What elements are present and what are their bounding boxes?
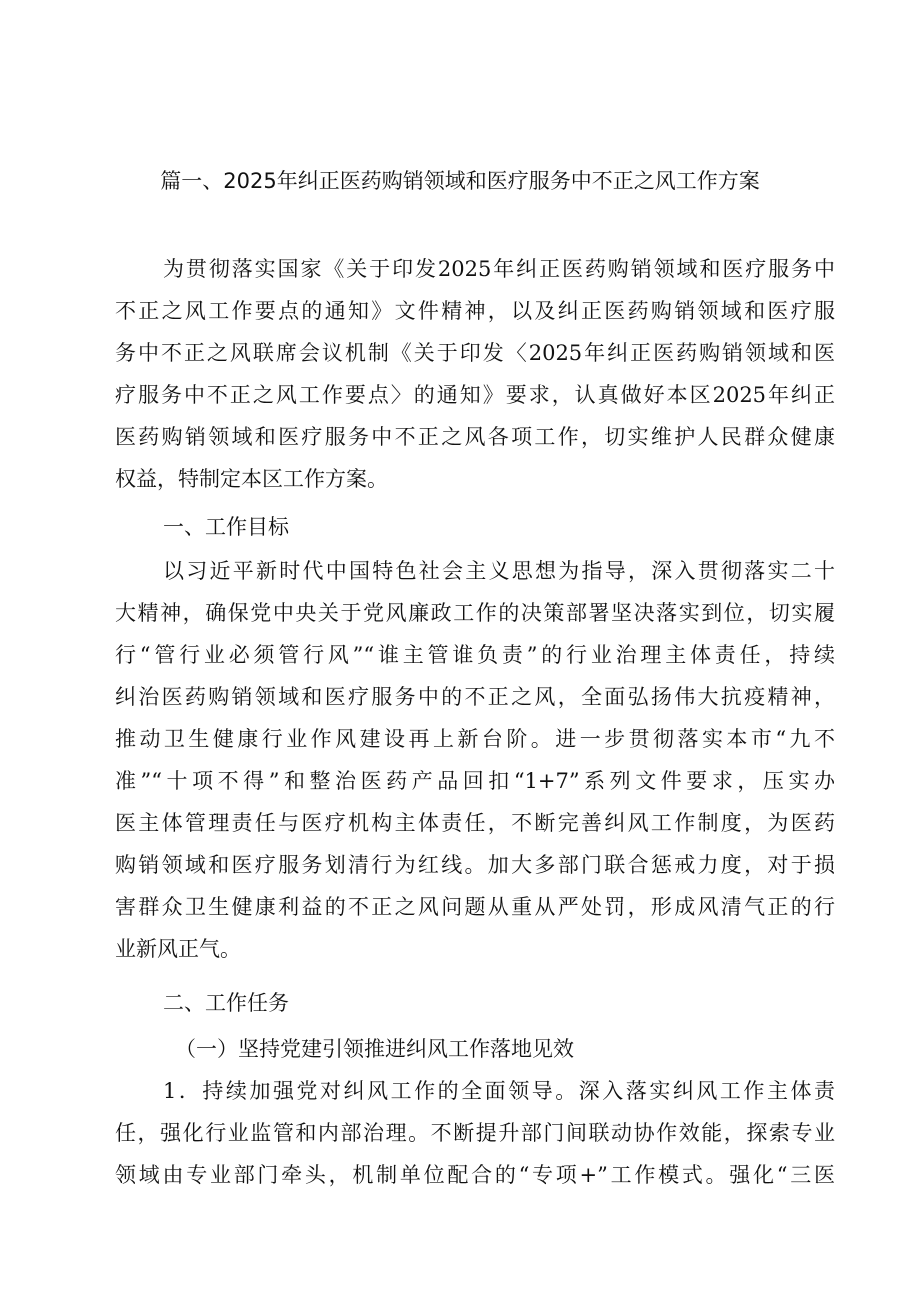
paragraph-line: 医药购销领域和医疗服务中不正之风各项工作，切实维护人民群众健康 xyxy=(115,425,835,449)
paragraph-line: 不正之风工作要点的通知》文件精神，以及纠正医药购销领域和医疗服 xyxy=(115,299,835,323)
paragraph-line: 推动卫生健康行业作风建设再上新台阶。进一步贯彻落实本市“九不 xyxy=(115,727,835,751)
paragraph-line: 购销领域和医疗服务划清行为红线。加大多部门联合惩戒力度，对于损 xyxy=(115,853,835,877)
document-title: 篇一、2025年纠正医药购销领域和医疗服务中不正之风工作方案 xyxy=(160,169,760,193)
paragraph-line: 1．持续加强党对纠风工作的全面领导。深入落实纠风工作主体责 xyxy=(163,1079,835,1103)
paragraph-line: 医主体管理责任与医疗机构主体责任，不断完善纠风工作制度，为医药 xyxy=(115,811,835,835)
paragraph-line: 行“管行业必须管行风”“谁主管谁负责”的行业治理主体责任，持续 xyxy=(115,643,835,667)
paragraph-line: 疗服务中不正之风工作要点〉的通知》要求，认真做好本区2025年纠正 xyxy=(115,383,835,407)
paragraph-line: 权益，特制定本区工作方案。 xyxy=(115,467,388,491)
paragraph-line: 大精神，确保党中央关于党风廉政工作的决策部署坚决落实到位，切实履 xyxy=(115,601,835,625)
paragraph-line: 务中不正之风联席会议机制《关于印发〈2025年纠正医药购销领域和医 xyxy=(115,341,835,365)
paragraph-line: 业新风正气。 xyxy=(115,937,241,961)
paragraph-line: 领域由专业部门牵头，机制单位配合的“专项+”工作模式。强化“三医 xyxy=(115,1163,835,1187)
section-heading-goals: 一、工作目标 xyxy=(163,515,289,539)
paragraph-line: 为贯彻落实国家《关于印发2025年纠正医药购销领域和医疗服务中 xyxy=(163,257,835,281)
paragraph-line: 害群众卫生健康利益的不正之风问题从重从严处罚，形成风清气正的行 xyxy=(115,895,835,919)
section-heading-tasks: 二、工作任务 xyxy=(163,991,289,1015)
paragraph-line: 任，强化行业监管和内部治理。不断提升部门间联动协作效能，探索专业 xyxy=(115,1121,835,1145)
paragraph-line: 准”“十项不得”和整治医药产品回扣“1+7”系列文件要求，压实办 xyxy=(115,769,835,793)
subsection-heading: （一）坚持党建引领推进纠风工作落地见效 xyxy=(175,1037,574,1061)
paragraph-line: 以习近平新时代中国特色社会主义思想为指导，深入贯彻落实二十 xyxy=(163,559,835,583)
paragraph-line: 纠治医药购销领域和医疗服务中的不正之风，全面弘扬伟大抗疫精神， xyxy=(115,685,835,709)
